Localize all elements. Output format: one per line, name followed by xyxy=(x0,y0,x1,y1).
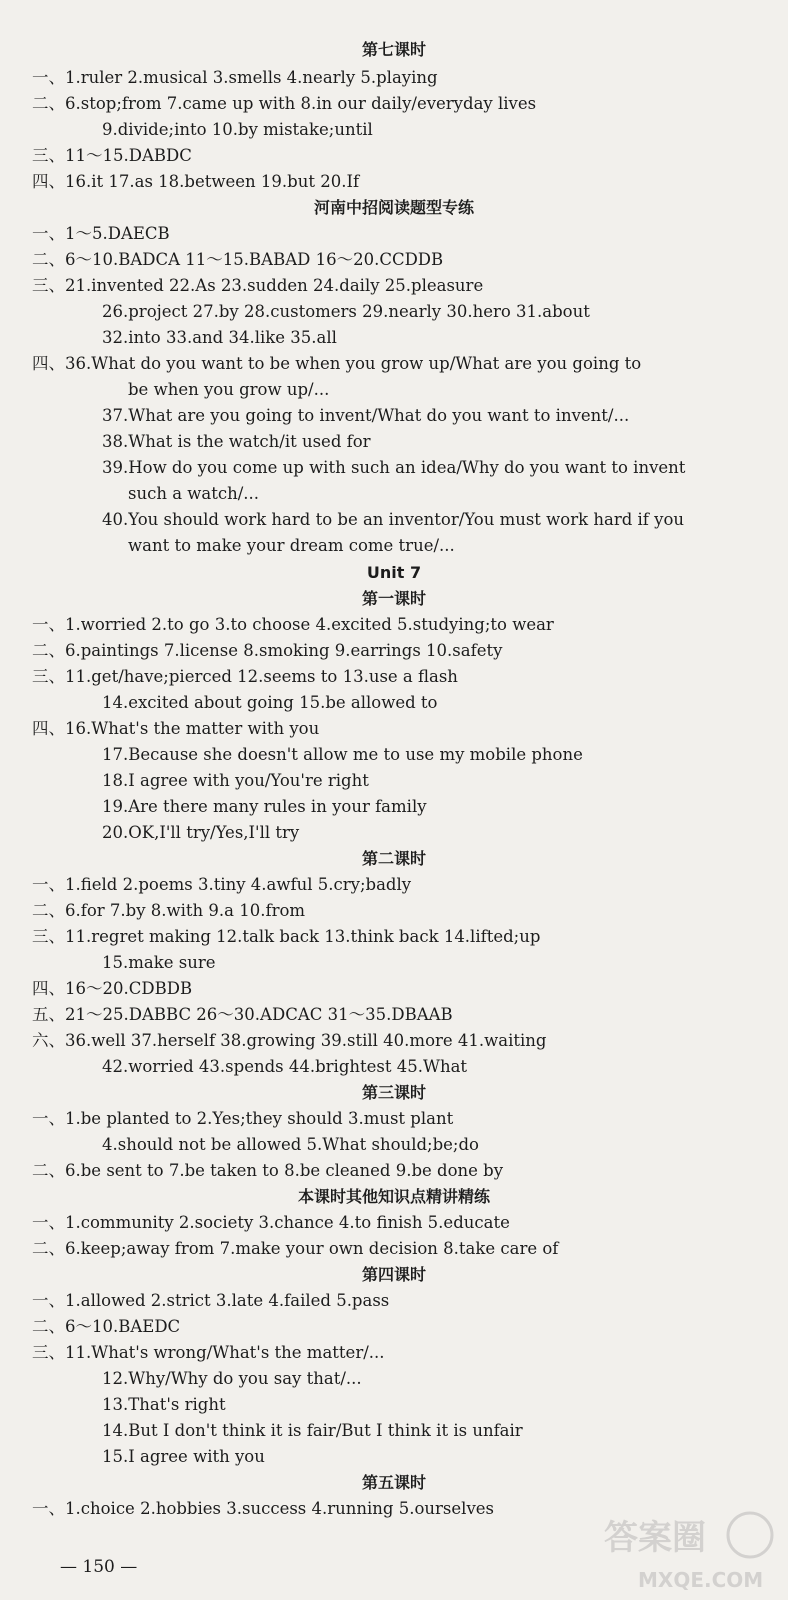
answer-line: 一、1.field 2.poems 3.tiny 4.awful 5.cry;badly xyxy=(32,875,412,894)
answer-line: 9.divide;into 10.by mistake;until xyxy=(102,120,373,139)
answer-line: 一、1.worried 2.to go 3.to choose 4.excited 5.studying;to wear xyxy=(32,615,554,634)
answer-line: 一、1.be planted to 2.Yes;they should 3.must plant xyxy=(32,1109,454,1128)
answer-line: 4.should not be allowed 5.What should;be;do xyxy=(102,1135,479,1154)
answer-line: 18.I agree with you/You're right xyxy=(102,771,369,790)
answer-line: 13.That's right xyxy=(102,1395,226,1414)
answer-line: 14.But I don't think it is fair/But I think it is unfair xyxy=(102,1421,523,1440)
section-heading: 本课时其他知识点精讲精练 xyxy=(297,1187,490,1206)
section-heading: 第四课时 xyxy=(361,1265,426,1284)
answer-line: 二、6～10.BADCA 11～15.BABAD 16～20.CCDDB xyxy=(32,250,444,269)
answer-line: such a watch/... xyxy=(128,484,260,503)
section-heading: 第三课时 xyxy=(361,1083,426,1102)
answer-line: 二、6.keep;away from 7.make your own decision 8.take care of xyxy=(32,1239,559,1258)
answer-line: 四、36.What do you want to be when you grow up/What are you going to xyxy=(32,354,642,373)
answer-line: 四、16～20.CDBDB xyxy=(32,979,193,998)
answer-line: 15.make sure xyxy=(102,953,216,972)
answer-line: 一、1.choice 2.hobbies 3.success 4.running 5.ourselves xyxy=(32,1499,494,1518)
answer-line: 三、21.invented 22.As 23.sudden 24.daily 25.pleasure xyxy=(32,276,484,295)
answer-line: 26.project 27.by 28.customers 29.nearly 30.hero 31.about xyxy=(102,302,590,321)
answer-line: be when you grow up/... xyxy=(128,380,330,399)
section-heading: 第一课时 xyxy=(361,589,426,608)
answer-line: 一、1.community 2.society 3.chance 4.to finish 5.educate xyxy=(32,1213,510,1232)
answer-line: 40.You should work hard to be an inventor/You must work hard if you xyxy=(102,510,685,529)
answer-line: 一、1.allowed 2.strict 3.late 4.failed 5.pass xyxy=(32,1291,390,1310)
answer-line: 三、11～15.DABDC xyxy=(32,146,192,165)
answer-line: 三、11.regret making 12.talk back 13.think back 14.lifted;up xyxy=(32,927,541,946)
answer-line: 三、11.get/have;pierced 12.seems to 13.use a flash xyxy=(32,667,458,686)
answer-line: 17.Because she doesn't allow me to use my mobile phone xyxy=(102,745,583,764)
section-heading: 第七课时 xyxy=(361,40,426,59)
unit-title: Unit 7 xyxy=(366,563,422,582)
section-heading: 河南中招阅读题型专练 xyxy=(313,198,474,217)
answer-line: 37.What are you going to invent/What do you want to invent/... xyxy=(102,406,630,425)
answer-line: 一、1～5.DAECB xyxy=(32,224,170,243)
answer-line: 38.What is the watch/it used for xyxy=(102,432,371,451)
answer-line: 二、6.be sent to 7.be taken to 8.be cleaned 9.be done by xyxy=(32,1161,504,1180)
answer-line: 39.How do you come up with such an idea/Why do you want to invent xyxy=(102,458,686,477)
answer-line: 14.excited about going 15.be allowed to xyxy=(102,693,438,712)
watermark-text-en: MXQE.COM xyxy=(638,1568,764,1592)
watermark-text-cn: 答案圈 xyxy=(604,1518,706,1558)
answer-line: 二、6～10.BAEDC xyxy=(32,1317,181,1336)
answer-line: 四、16.What's the matter with you xyxy=(32,719,320,738)
answer-line: 六、36.well 37.herself 38.growing 39.still 40.more 41.waiting xyxy=(32,1031,547,1050)
watermark-logo xyxy=(600,1505,780,1595)
answer-line: 19.Are there many rules in your family xyxy=(102,797,427,816)
answer-line: 二、6.for 7.by 8.with 9.a 10.from xyxy=(32,901,306,920)
answer-line: 一、1.ruler 2.musical 3.smells 4.nearly 5.playing xyxy=(32,68,438,87)
answer-line: 15.I agree with you xyxy=(102,1447,265,1466)
answer-line: 二、6.stop;from 7.came up with 8.in our daily/everyday lives xyxy=(32,94,537,113)
answer-line: 二、6.paintings 7.license 8.smoking 9.earrings 10.safety xyxy=(32,641,503,660)
answer-line: 三、11.What's wrong/What's the matter/... xyxy=(32,1343,385,1362)
answer-line: 32.into 33.and 34.like 35.all xyxy=(102,328,337,347)
answer-line: 42.worried 43.spends 44.brightest 45.What xyxy=(102,1057,468,1076)
answer-line: want to make your dream come true/... xyxy=(128,536,455,555)
page-number: — 150 — xyxy=(60,1557,138,1577)
answer-line: 20.OK,I'll try/Yes,I'll try xyxy=(102,823,300,842)
section-heading: 第五课时 xyxy=(361,1473,426,1492)
answer-line: 12.Why/Why do you say that/... xyxy=(102,1369,362,1388)
section-heading: 第二课时 xyxy=(361,849,426,868)
answer-line: 四、16.it 17.as 18.between 19.but 20.If xyxy=(32,172,360,191)
answer-line: 五、21～25.DABBC 26～30.ADCAC 31～35.DBAAB xyxy=(32,1005,453,1024)
